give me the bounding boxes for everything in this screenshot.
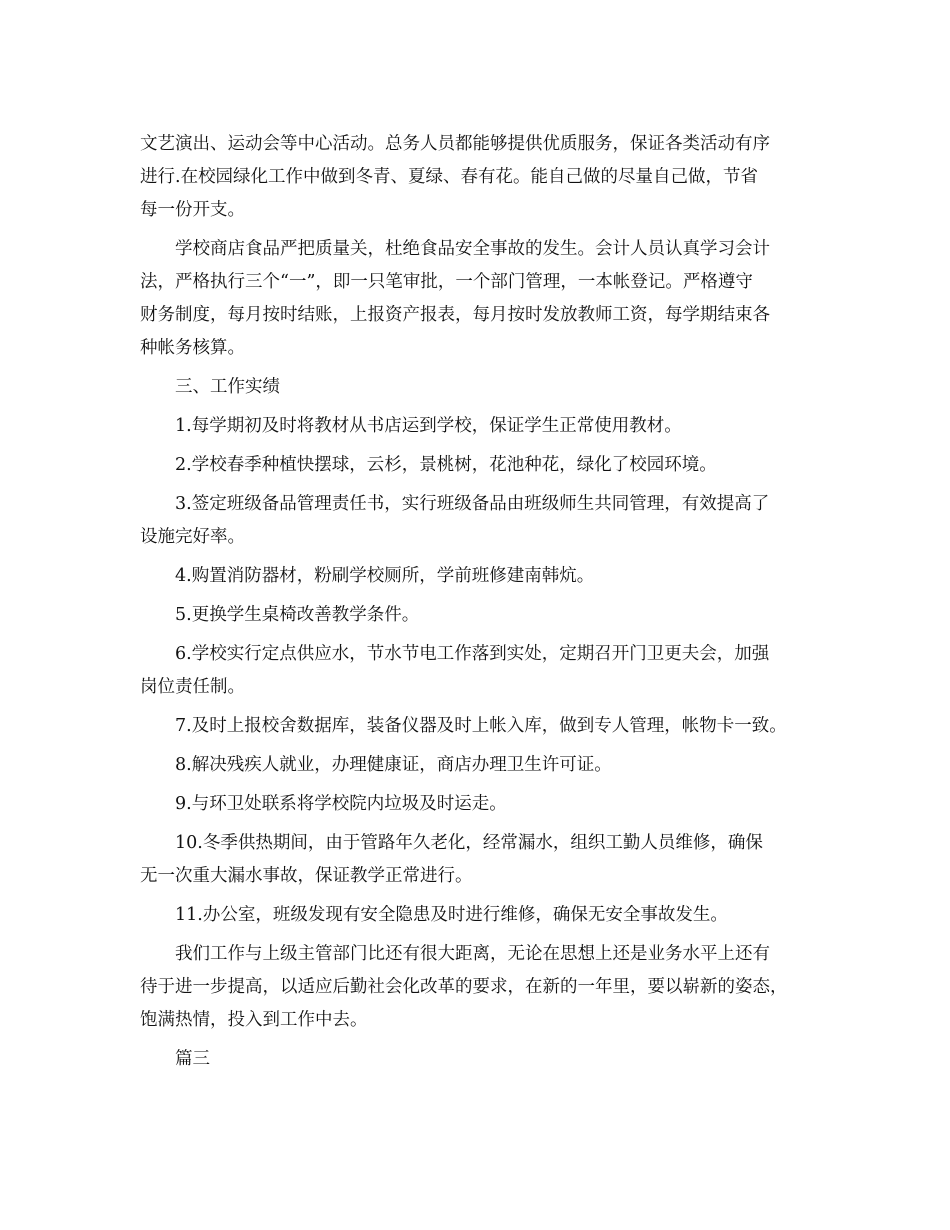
text-line: 设施完好率。 bbox=[140, 527, 245, 547]
list-item bbox=[140, 449, 830, 482]
list-item bbox=[140, 410, 830, 443]
text-line: 5.更换学生桌椅改善教学条件。 bbox=[175, 605, 420, 625]
list-item bbox=[140, 710, 830, 743]
text-line: 种帐务核算。 bbox=[140, 338, 245, 358]
document-body bbox=[140, 128, 830, 1082]
text-line: 无一次重大漏水事故，保证教学正常进行。 bbox=[140, 866, 473, 886]
paragraph-conclusion bbox=[140, 938, 830, 1037]
text-line: 篇三 bbox=[175, 1049, 210, 1069]
text-line: 7.及时上报校舍数据库，装备仪器及时上帐入库，做到专人管理，帐物卡一致。 bbox=[175, 716, 787, 736]
text-line: 2.学校春季种植快摆球，云杉，景桃树，花池种花，绿化了校园环境。 bbox=[175, 455, 717, 475]
text-line: 11.办公室，班级发现有安全隐患及时进行维修，确保无安全事故发生。 bbox=[175, 905, 728, 925]
text-line: 饱满热情，投入到工作中去。 bbox=[140, 1010, 368, 1030]
list-item bbox=[140, 749, 830, 782]
text-line: 岗位责任制。 bbox=[140, 677, 245, 697]
list-item bbox=[140, 827, 830, 893]
text-line: 待于进一步提高，以适应后勤社会化改革的要求，在新的一年里，要以崭新的姿态， bbox=[140, 977, 788, 997]
paragraph-activities bbox=[140, 128, 830, 227]
text-line: 三、工作实绩 bbox=[175, 377, 280, 397]
text-line: 每一份开支。 bbox=[140, 200, 245, 220]
text-line: 学校商店食品严把质量关，杜绝食品安全事故的发生。会计人员认真学习会计 bbox=[175, 239, 770, 259]
section-heading bbox=[140, 371, 830, 404]
list-item bbox=[140, 488, 830, 554]
text-line: 1.每学期初及时将教材从书店运到学校，保证学生正常使用教材。 bbox=[175, 416, 682, 436]
text-line: 6.学校实行定点供应水，节水节电工作落到实处，定期召开门卫更夫会，加强 bbox=[175, 644, 770, 664]
list-item bbox=[140, 788, 830, 821]
list-item bbox=[140, 899, 830, 932]
list-item bbox=[140, 599, 830, 632]
text-line: 9.与环卫处联系将学校院内垃圾及时运走。 bbox=[175, 794, 507, 814]
text-line: 财务制度，每月按时结账，上报资产报表，每月按时发放教师工资，每学期结束各 bbox=[140, 305, 770, 325]
text-line: 8.解决残疾人就业，办理健康证，商店办理卫生许可证。 bbox=[175, 755, 612, 775]
text-line: 文艺演出、运动会等中心活动。总务人员都能够提供优质服务，保证各类活动有序 bbox=[140, 134, 770, 154]
list-item bbox=[140, 638, 830, 704]
text-line: 3.签定班级备品管理责任书，实行班级备品由班级师生共同管理，有效提高了 bbox=[175, 494, 770, 514]
text-line: 10.冬季供热期间，由于管路年久老化，经常漏水，组织工勤人员维修，确保 bbox=[175, 833, 763, 853]
text-line: 我们工作与上级主管部门比还有很大距离，无论在思想上还是业务水平上还有 bbox=[175, 944, 770, 964]
text-line: 4.购置消防器材，粉刷学校厕所，学前班修建南韩炕。 bbox=[175, 566, 595, 586]
text-line: 进行.在校园绿化工作中做到冬青、夏绿、春有花。能自己做的尽量自己做，节省 bbox=[140, 167, 759, 187]
section-label bbox=[140, 1043, 830, 1076]
text-line: 法，严格执行三个“一”，即一只笔审批，一个部门管理，一本帐登记。严格遵守 bbox=[140, 272, 753, 292]
paragraph-finance bbox=[140, 233, 830, 365]
list-item bbox=[140, 560, 830, 593]
